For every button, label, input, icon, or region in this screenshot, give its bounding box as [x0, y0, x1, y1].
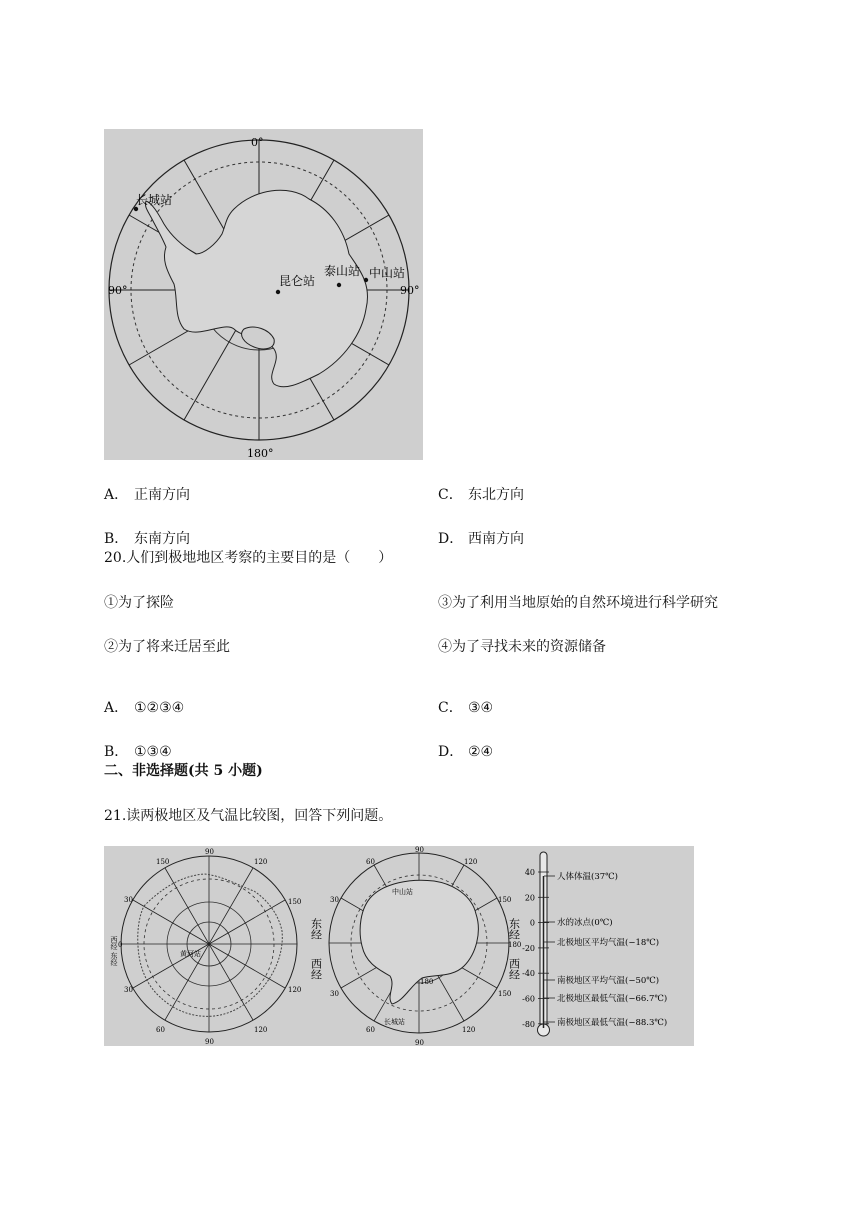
q20-item-4: ④为了寻找未来的资源储备 — [438, 639, 606, 655]
thermo-annotation: 南极地区最低气温(−88.3℃) — [557, 1018, 668, 1028]
svg-text:120: 120 — [254, 1026, 268, 1034]
svg-text:西经: 西经 — [309, 958, 323, 980]
svg-text:120: 120 — [464, 858, 478, 866]
svg-text:西经: 西经 — [507, 958, 521, 980]
svg-text:东经: 东经 — [507, 918, 521, 940]
arctic-map — [104, 846, 316, 1046]
svg-text:150: 150 — [498, 990, 512, 998]
q20-option-b: B． ①③④ — [104, 744, 172, 760]
svg-text:120: 120 — [254, 858, 268, 866]
svg-text:90: 90 — [205, 848, 214, 856]
label-changcheng-small: 长城站 — [384, 1018, 405, 1026]
antarctica-map-figure — [104, 129, 423, 460]
svg-text:30: 30 — [330, 990, 339, 998]
label-90e: 90° — [400, 284, 420, 297]
q19-option-c: C． 东北方向 — [438, 487, 524, 503]
q21-stem: 21.读两极地区及气温比较图，回答下列问题。 — [104, 808, 393, 824]
thermo-annotation: 北极地区平均气温(−18℃) — [557, 938, 660, 948]
label-0deg: 0° — [251, 136, 264, 149]
svg-text:60: 60 — [366, 1026, 375, 1034]
label-taishan: 泰山站 — [324, 264, 361, 278]
label-zhongshan-small: 中山站 — [392, 888, 413, 896]
svg-text:90: 90 — [415, 846, 424, 854]
label-kunlun: 昆仑站 — [279, 274, 316, 288]
antarctic-map-small — [310, 846, 522, 1046]
thermo-annotation: 北极地区最低气温(−66.7℃) — [557, 994, 668, 1004]
q20-item-3: ③为了利用当地原始的自然环境进行科学研究 — [438, 595, 718, 611]
q20-item-2: ②为了将来迁居至此 — [104, 639, 230, 655]
svg-text:120: 120 — [462, 1026, 476, 1034]
temperature-comparison-thermometer — [522, 852, 667, 1036]
section-heading: 二、非选择题(共 5 小题) — [104, 763, 263, 779]
svg-text:120: 120 — [288, 986, 302, 994]
svg-text:180: 180 — [508, 941, 522, 949]
q19-option-b: B． 东南方向 — [104, 531, 190, 547]
label-90w: 90° — [108, 284, 128, 297]
thermo-annotation: 水的冰点(0℃) — [557, 918, 613, 928]
label-huanghe: 黄河站 — [180, 950, 201, 958]
thermo-tick-label: 20 — [524, 893, 535, 903]
thermo-tick-label: -20 — [522, 943, 535, 953]
svg-text:东经: 东经 — [309, 918, 323, 940]
polar-comparison-figure — [104, 846, 694, 1046]
svg-text:60: 60 — [366, 858, 375, 866]
label-zhongshan: 中山站 — [369, 266, 406, 280]
thermo-tick-label: -40 — [522, 969, 535, 979]
thermo-tick-label: 40 — [524, 868, 535, 877]
svg-text:90: 90 — [205, 1038, 214, 1046]
thermo-annotation: 人体体温(37℃) — [557, 872, 618, 882]
q20-option-c: C． ③④ — [438, 700, 494, 716]
q20-item-1: ①为了探险 — [104, 595, 174, 611]
thermo-tick-label: -80 — [522, 1019, 535, 1029]
q20-stem: 20.人们到极地地区考察的主要目的是（ ） — [104, 550, 393, 566]
q19-option-d: D． 西南方向 — [438, 531, 524, 547]
svg-text:150: 150 — [498, 896, 512, 904]
label-180deg: 180° — [247, 447, 274, 460]
svg-text:150: 150 — [156, 858, 170, 866]
svg-text:30: 30 — [124, 896, 133, 904]
svg-text:60: 60 — [156, 1026, 165, 1034]
q20-option-a: A． ①②③④ — [104, 700, 185, 716]
svg-text:东经: 东经 — [110, 952, 118, 966]
thermo-tick-label: 0 — [529, 918, 535, 928]
svg-text:180: 180 — [420, 978, 434, 986]
svg-text:西经: 西经 — [110, 936, 118, 950]
svg-text:90: 90 — [415, 1039, 424, 1046]
svg-text:150: 150 — [288, 898, 302, 906]
label-changcheng: 长城站 — [136, 193, 173, 207]
svg-text:30: 30 — [330, 896, 339, 904]
svg-text:0: 0 — [118, 941, 123, 949]
thermo-tick-label: -60 — [522, 994, 535, 1004]
antarctica-coastline — [145, 190, 367, 387]
antarctica-map — [104, 129, 423, 460]
q19-option-a: A． 正南方向 — [104, 487, 190, 503]
q20-option-d: D． ②④ — [438, 744, 494, 760]
thermo-annotation: 南极地区平均气温(−50℃) — [557, 976, 660, 986]
svg-text:30: 30 — [124, 986, 133, 994]
